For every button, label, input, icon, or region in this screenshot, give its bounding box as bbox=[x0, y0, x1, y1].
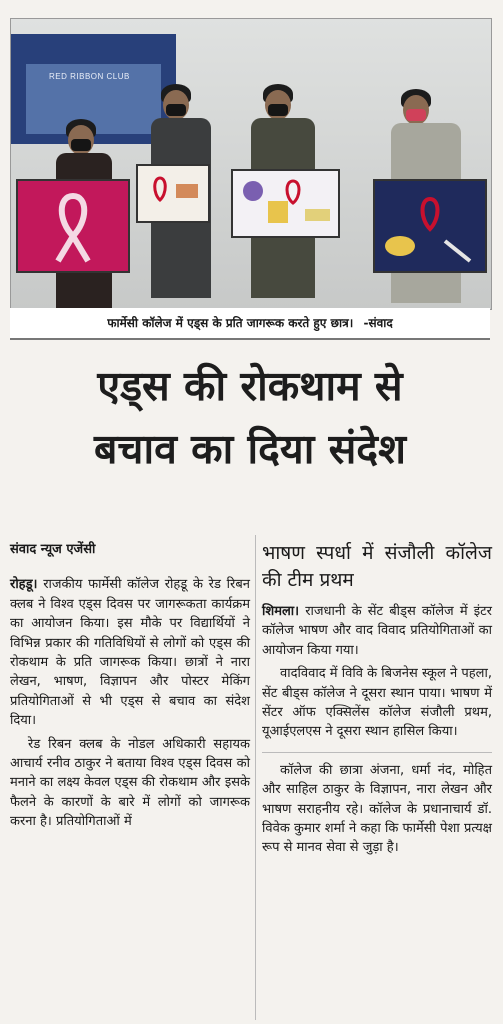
right-column bbox=[262, 540, 492, 862]
left-paragraph-1 bbox=[10, 575, 250, 730]
screen-text: RED RIBBON CLUB bbox=[49, 72, 130, 81]
right-paragraph-2: वादविवाद में विवि के बिजनेस स्कूल ने पहला, सेंट बीड्स कॉलेज ने दूसरा स्थान पाया। भाषण में सेंटर ऑफ एक्सिलेंस कॉलेज संजौली प्रथम, यूआईएलएस ने दूसरा स्थान हासिल किया। bbox=[262, 666, 492, 740]
news-photo bbox=[10, 18, 492, 310]
left-column bbox=[10, 540, 250, 836]
headline-line-2: बचाव का दिया संदेश bbox=[94, 425, 406, 473]
right-paragraph-3: कॉलेज की छात्रा अंजना, धर्मा नंद, मोहित और साहिल ठाकुर के विज्ञापन, नारा लेखन और भाषण सराहनीय रहे। कॉलेज के प्रधानाचार्य डॉ. विवेक कुमार शर्मा ने कहा कि फार्मेसी पेशा प्रत्यक्ष रूप से मानव सेवा से जुड़ा है। bbox=[262, 762, 492, 856]
photo-caption bbox=[10, 308, 490, 340]
poster-4 bbox=[373, 179, 487, 273]
right-paragraph-1 bbox=[262, 602, 492, 660]
ribbon-sketch-icon bbox=[138, 166, 208, 221]
poster-2 bbox=[136, 164, 210, 223]
column-divider bbox=[255, 535, 256, 1020]
left-paragraph-2: रेड रिबन क्लब के नोडल अधिकारी सहायक आचार्य रनीव ठाकुर ने बताया विश्व एड्स दिवस को मनाने का लक्ष्य केवल एड्स की रोकथाम और इसके फैलने के कारणों के बारे में लोगों को जागरूक करना है। प्रतियोगिताओं में bbox=[10, 736, 250, 830]
headline-line-1: एड्स की रोकथाम से bbox=[97, 362, 403, 410]
right-section-divider bbox=[262, 752, 492, 753]
headline bbox=[10, 355, 490, 481]
ribbon-icon bbox=[18, 181, 128, 271]
sub-headline: भाषण स्पर्धा में संजौली कॉलेज की टीम प्रथम bbox=[262, 542, 492, 591]
ribbon-poster-icon bbox=[375, 181, 485, 271]
left-paragraph-1-text: राजकीय फार्मेसी कॉलेज रोहडू के रेड रिबन क्लब ने विश्व एड्स दिवस पर जागरूकता कार्यक्रम का आयोजन किया। इस मौके पर विद्यार्थियों ने विभिन्न प्रकार की गतिविधियों से लोगों को एड्स की रोकथाम के प्रति जागरूक किया। छात्रों ने नारा लेखन, भाषण, विज्ञापन और पोस्टर मेकिंग प्रतियोगिताओं से भी एड्स से बचाव का संदेश दिया। bbox=[10, 577, 250, 729]
agency-byline: संवाद न्यूज एजेंसी bbox=[10, 542, 96, 557]
aids-awareness-art-icon bbox=[233, 171, 338, 236]
right-dateline: शिमला। bbox=[262, 604, 300, 619]
poster-3 bbox=[231, 169, 340, 238]
caption-credit: -संवाद bbox=[363, 316, 393, 330]
caption-text: फार्मेसी कॉलेज में एड्स के प्रति जागरूक करते हुए छात्र। bbox=[107, 316, 354, 330]
dateline: रोहडू। bbox=[10, 577, 38, 593]
poster-red-ribbon bbox=[16, 179, 130, 273]
right-paragraph-1-text: राजधानी के सेंट बीड्स कॉलेज में इंटर कॉलेज भाषण और वाद विवाद प्रतियोगिताओं का आयोजन किया गया। bbox=[262, 604, 492, 658]
